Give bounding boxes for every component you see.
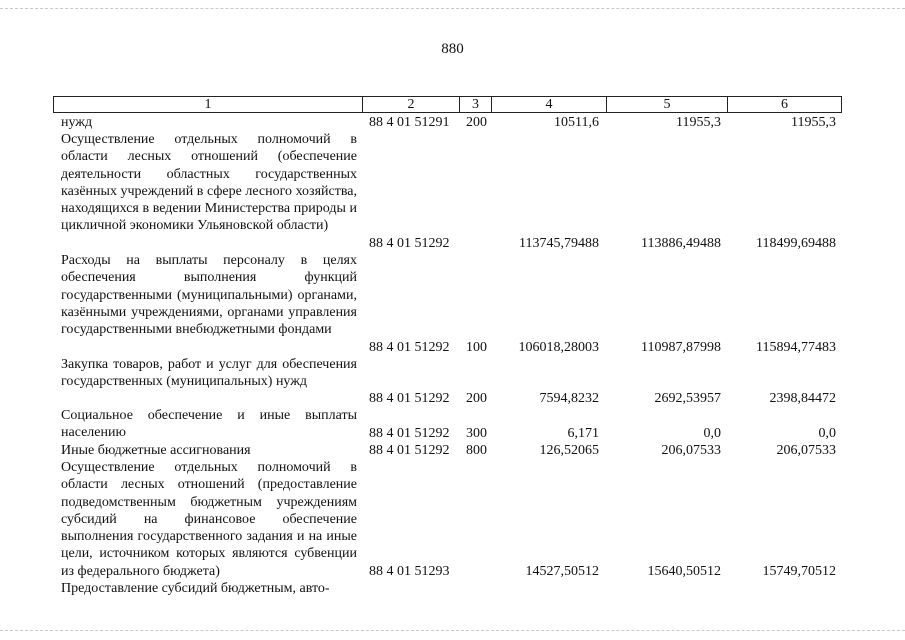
header-col-4: 4 — [491, 96, 607, 113]
row-value-col-6: 118499,69488 — [756, 236, 836, 251]
row-value-col-4: 6,171 — [567, 426, 599, 441]
row-code: 88 4 01 51292 — [369, 426, 450, 441]
row-description: Иные бюджетные ассигнования — [61, 443, 251, 458]
row-value-col-4: 7594,8232 — [539, 391, 599, 406]
header-col-6: 6 — [727, 96, 842, 113]
header-col-1: 1 — [53, 96, 363, 113]
row-description: Расходы на выплаты персоналу в целях обеспечения выполнения функций государственными (муниципальными) органами, казёнными учреждениями, органами управления государственными внебюджетными фондами — [61, 253, 357, 338]
row-value-col-5: 2692,53957 — [654, 391, 721, 406]
row-expense-type: 200 — [466, 391, 487, 406]
row-expense-type: 100 — [466, 340, 487, 355]
header-col-3: 3 — [459, 96, 492, 113]
row-code: 88 4 01 51293 — [369, 564, 450, 579]
row-code: 88 4 01 51292 — [369, 340, 450, 355]
row-value-col-4: 113745,79488 — [519, 236, 599, 251]
row-description: Закупка товаров, работ и услуг для обеспечения государственных (муниципальных) нужд — [61, 357, 357, 390]
row-description: Осуществление отдельных полномочий в области лесных отношений (предоставление подведомственным бюджетным учреждениям субсидий на финансовое обеспечение выполнения государственного задания и на иные цели, источником которых являются субвенции из федерального бюджета) — [61, 460, 357, 579]
row-value-col-4: 14527,50512 — [525, 564, 599, 579]
row-value-col-6: 115894,77483 — [756, 340, 836, 355]
row-value-col-6: 206,07533 — [776, 443, 836, 458]
row-value-col-5: 110987,87998 — [641, 340, 721, 355]
scan-edge-bottom — [0, 630, 905, 633]
row-value-col-6: 0,0 — [818, 426, 836, 441]
row-description: Предоставление субсидий бюджетным, авто- — [61, 581, 330, 596]
row-code: 88 4 01 51291 — [369, 115, 450, 130]
row-expense-type: 200 — [466, 115, 487, 130]
row-expense-type: 800 — [466, 443, 487, 458]
scan-edge-top — [0, 8, 905, 11]
row-value-col-5: 11955,3 — [676, 115, 721, 130]
row-value-col-6: 2398,84472 — [769, 391, 836, 406]
row-value-col-6: 15749,70512 — [762, 564, 836, 579]
row-value-col-4: 106018,28003 — [518, 340, 599, 355]
row-value-col-5: 0,0 — [703, 426, 721, 441]
row-value-col-5: 15640,50512 — [647, 564, 721, 579]
row-description: Осуществление отдельных полномочий в области лесных отношений (обеспечение деятельности областных государственных казённых учреждений в сфере лесного хозяйства, находящихся в ведении Министерства природы и цикличной экономики Ульяновской области) — [61, 132, 357, 234]
row-value-col-4: 10511,6 — [554, 115, 599, 130]
header-col-5: 5 — [606, 96, 728, 113]
page-number: 880 — [441, 41, 464, 57]
row-expense-type: 300 — [466, 426, 487, 441]
row-description: Социальное обеспечение и иные выплаты населению — [61, 408, 357, 441]
row-description: нужд — [61, 115, 93, 130]
row-code: 88 4 01 51292 — [369, 236, 450, 251]
header-col-2: 2 — [362, 96, 460, 113]
row-value-col-5: 206,07533 — [661, 443, 721, 458]
row-code: 88 4 01 51292 — [369, 443, 450, 458]
row-value-col-6: 11955,3 — [791, 115, 836, 130]
row-code: 88 4 01 51292 — [369, 391, 450, 406]
row-value-col-5: 113886,49488 — [641, 236, 721, 251]
row-value-col-4: 126,52065 — [539, 443, 599, 458]
